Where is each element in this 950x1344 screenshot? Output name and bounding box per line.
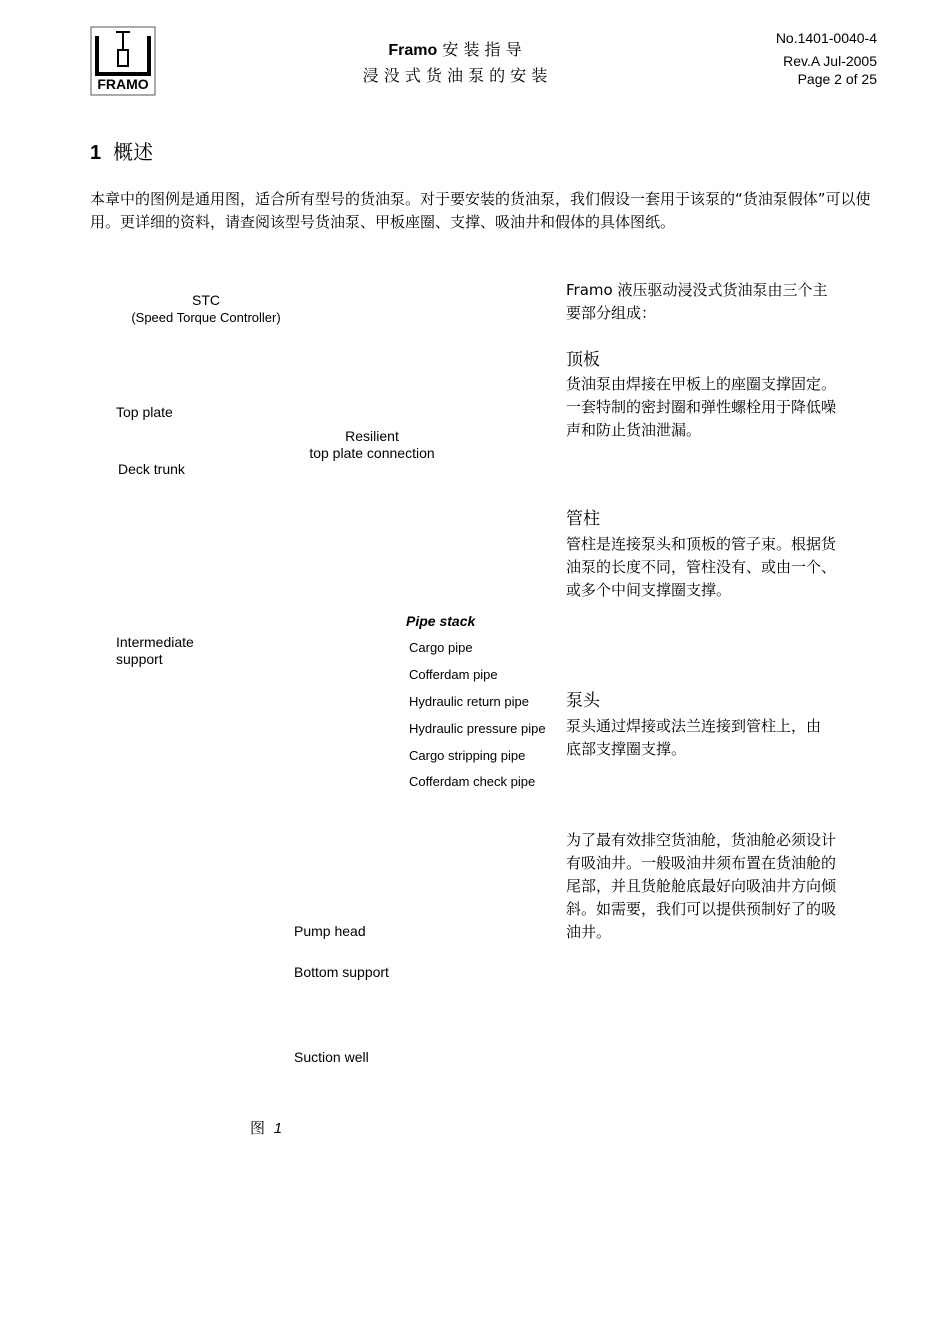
side-text-suction-well: 为了最有效排空货油舱，货油舱必须设计有吸油井。一般吸油井须布置在货油舱的尾部，并且货舱舱底最好向吸油井方向倾斜。如需要，我们可以提供预制好了的吸油井。 <box>566 831 837 941</box>
label-resilient-connection: top plate connection <box>309 445 435 461</box>
pipe-item: Hydraulic return pipe <box>409 694 529 709</box>
framo-logo-icon <box>90 26 156 96</box>
side-heading-top-plate: 顶板 <box>566 350 600 370</box>
figure-caption-label: 图 <box>250 1119 266 1137</box>
label-support: support <box>116 651 163 667</box>
logo-text: FRAMO <box>97 76 149 92</box>
label-resilient: Resilient <box>345 428 399 444</box>
pipe-item: Cargo stripping pipe <box>409 748 526 763</box>
side-heading-pipe-stack: 管柱 <box>566 509 600 529</box>
figure-caption-number: 1 <box>273 1120 283 1137</box>
side-text-pipe-stack: 管柱是连接泵头和顶板的管子束。根据货油泵的长度不同，管柱没有、或由一个、或多个中间支撑圈支撑。 <box>566 535 837 599</box>
section-heading <box>90 136 153 165</box>
figure-caption <box>250 1117 282 1138</box>
section-title: 概述 <box>113 140 154 164</box>
side-intro: Framo 液压驱动浸没式货油泵由三个主要部分组成： <box>566 281 828 322</box>
pipe-item: Hydraulic pressure pipe <box>409 721 546 736</box>
section-number: 1 <box>90 142 102 164</box>
header-title-rest: 安 装 指 导 <box>437 40 522 59</box>
side-heading-pump-head: 泵头 <box>566 691 600 711</box>
page-number: Page 2 of 25 <box>797 71 877 87</box>
label-intermediate: Intermediate <box>116 634 194 650</box>
intro-paragraph: 本章中的图例是通用图，适合所有型号的货油泵。对于要安装的货油泵，我们假设一套用于该泵的“货油泵假体”可以使用。更详细的资料，请查阅该型号货油泵、甲板座圈、支撑、吸油井和假体的具体图纸。 <box>90 190 871 231</box>
label-top-plate: Top plate <box>116 404 173 420</box>
side-text-top-plate: 货油泵由焊接在甲板上的座圈支撑固定。一套特制的密封圈和弹性螺栓用于降低噪声和防止货油泄漏。 <box>566 375 837 439</box>
label-suction-well: Suction well <box>294 1049 369 1065</box>
pipe-item: Cofferdam pipe <box>409 667 498 682</box>
label-pump-head: Pump head <box>294 923 366 939</box>
label-stc-full: (Speed Torque Controller) <box>131 310 281 325</box>
header-brand: Framo <box>388 42 438 59</box>
pipe-item: Cofferdam check pipe <box>409 774 536 789</box>
doc-number: No.1401-0040-4 <box>775 30 877 46</box>
header-subtitle: 浸 没 式 货 油 泵 的 安 装 <box>362 66 548 85</box>
label-pipe-stack: Pipe stack <box>406 613 476 629</box>
doc-revision: Rev.A Jul-2005 <box>783 53 877 69</box>
side-text-pump-head: 泵头通过焊接或法兰连接到管柱上，由底部支撑圈支撑。 <box>566 717 822 758</box>
label-deck-trunk: Deck trunk <box>118 461 185 477</box>
pipe-item: Cargo pipe <box>409 640 473 655</box>
framo-logo <box>90 26 156 94</box>
label-stc: STC <box>192 292 220 308</box>
header-title <box>300 37 610 60</box>
label-bottom-support: Bottom support <box>294 964 389 980</box>
